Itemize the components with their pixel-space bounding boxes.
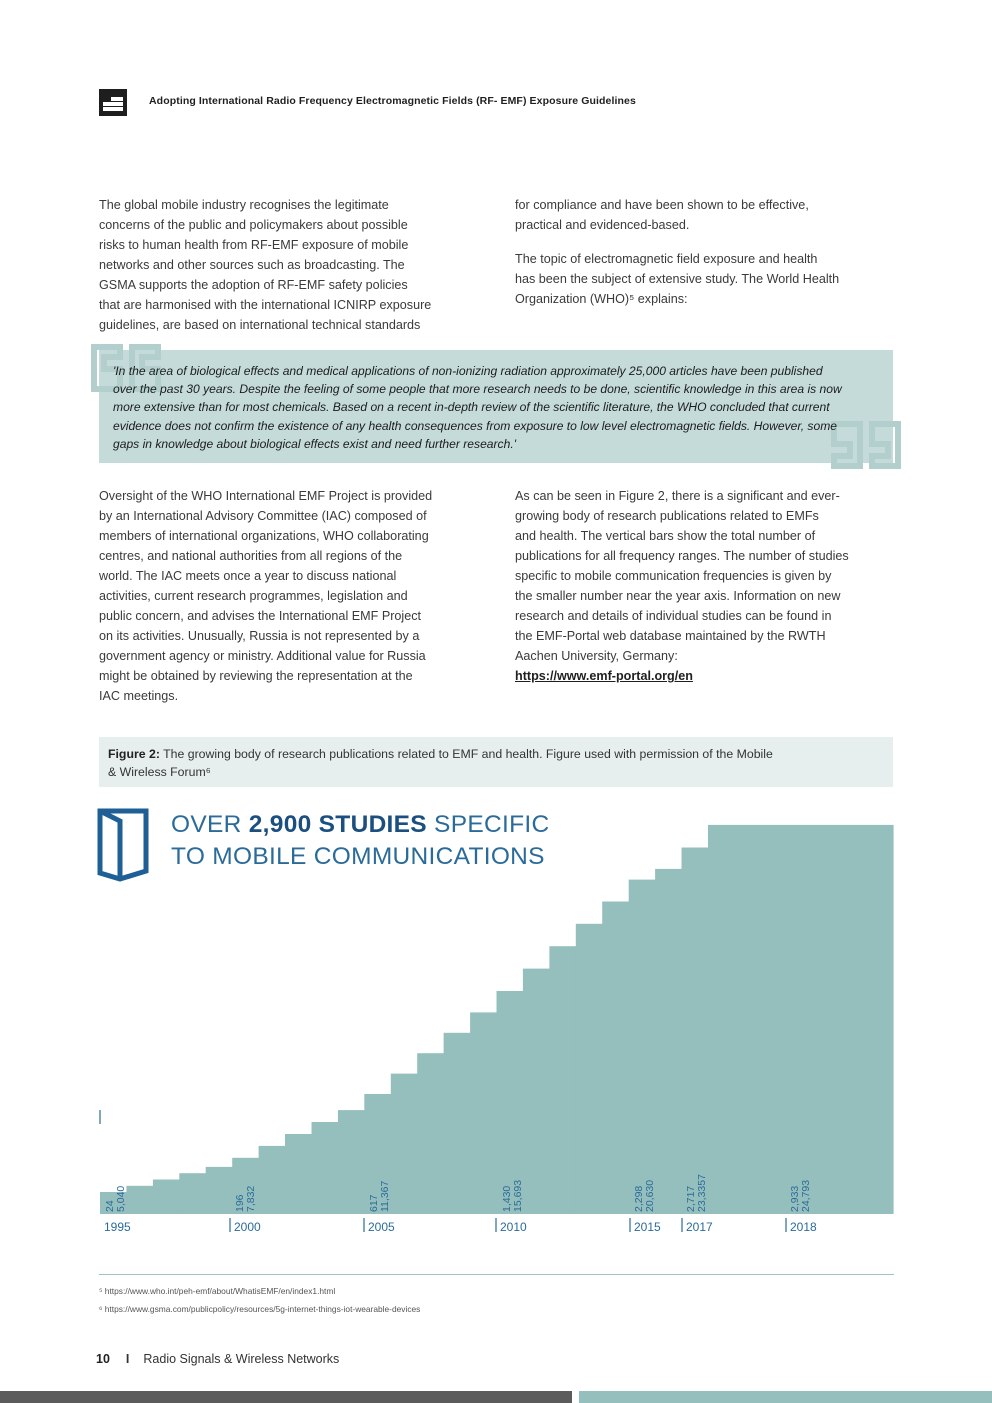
total-count-2010: 15,693 bbox=[512, 1179, 524, 1212]
compliance-paragraph bbox=[515, 195, 895, 235]
page-footer bbox=[96, 1352, 339, 1366]
mobile-count-2000: 196 bbox=[234, 1194, 246, 1212]
total-count-1995: 5,040 bbox=[115, 1185, 127, 1212]
logo-icon bbox=[99, 89, 127, 116]
tick-label-2018: 2018 bbox=[790, 1220, 817, 1234]
mobile-count-2010: 1,430 bbox=[501, 1185, 513, 1212]
intro-paragraph bbox=[99, 195, 482, 335]
bar-2004 bbox=[338, 1110, 365, 1214]
figure-caption-label: Figure 2: bbox=[108, 747, 160, 761]
gsma-logo bbox=[99, 89, 127, 116]
bar-2009 bbox=[470, 1012, 497, 1214]
emf-portal-link[interactable]: https://www.emf-portal.org/en bbox=[515, 669, 693, 683]
research-publications-chart bbox=[96, 800, 896, 1240]
mobile-count-2017: 2,717 bbox=[685, 1185, 697, 1212]
figure-intro-text: As can be seen in Figure 2, there is a significant and ever- growing body of research publications related to EMFs and health. The vertical bars show the total number of publications for all frequency ranges. The number of studies specific to mobile communication frequencies is given by the smaller number near the year axis. Information on new research and details of individual studies can be found in the EMF-Portal web database maintained by the RWTH Aachen University, Germany: https://www.emf-portal.org/en bbox=[515, 489, 849, 683]
who-quote: 'In the area of biological effects and medical applications of non-ionizing radiation approximately 25,000 articles have been published over the past 30 years. Despite the feeling of some people that more research needs to be done, scientific knowledge in this area is now more extensive than for most chemicals. Based on a recent in-depth review of the scientific literature, the WHO concluded that current evidence does not confirm the existence of any health consequences from exposure to low level electromagnetic fields. However, some gaps in knowledge about biological effects exist and need further research.' bbox=[113, 364, 842, 451]
footnote-divider bbox=[99, 1274, 894, 1275]
total-count-2015: 20,630 bbox=[644, 1179, 656, 1212]
bar-2003 bbox=[312, 1122, 339, 1214]
bar-2016 bbox=[655, 869, 682, 1214]
total-count-2017: 23,3357 bbox=[696, 1174, 708, 1212]
bar-1997 bbox=[153, 1180, 180, 1215]
publication-title: Radio Signals & Wireless Networks bbox=[143, 1352, 340, 1366]
tick-label-2010: 2010 bbox=[500, 1220, 527, 1234]
tick-label-2015: 2015 bbox=[634, 1220, 661, 1234]
total-count-2000: 7,832 bbox=[245, 1185, 257, 1212]
compliance-text: for compliance and have been shown to be effective, practical and evidenced-based. bbox=[515, 198, 809, 232]
intro-text: The global mobile industry recognises the legitimate concerns of the public and policymakers about possible risks to human health from RF-EMF exposure of mobile networks and other sources such as broadcasting. The GSMA supports the adoption of RF-EMF safety policies that are harmonised with the international ICNIRP exposure guidelines, are based on international technical standards bbox=[99, 198, 432, 332]
oversight-text: Oversight of the WHO International EMF Project is provided by an International Advisory Committee (IAC) composed of members of international organizations, WHO collaborating centres, and national authorities from all regions of the world. The IAC meets once a year to discuss national activities, current research programmes, legislation and public concern, and advises the International EMF Project on its activities. Unusually, Russia is not represented by a government agency or ministry. Additional value for Russia might be obtained by reviewing the representation at the IAC meetings. bbox=[99, 489, 433, 703]
footnote-5[interactable]: ⁵ https://www.who.int/peh-emf/about/WhatisEMF/en/index1.html bbox=[99, 1286, 336, 1296]
bar-2018 bbox=[708, 825, 894, 1214]
footer-separator: I bbox=[125, 1352, 130, 1366]
bar-2008 bbox=[444, 1033, 471, 1214]
bar-2002 bbox=[285, 1134, 312, 1214]
bar-2011 bbox=[523, 969, 550, 1214]
footer-bar-teal bbox=[579, 1391, 992, 1403]
header-title: Adopting International Radio Frequency Electromagnetic Fields (RF- EMF) Exposure Guidelines bbox=[149, 95, 636, 107]
chart-axis-ticks bbox=[104, 1218, 817, 1234]
total-count-2005: 11,367 bbox=[379, 1180, 391, 1212]
figure-caption: Figure 2: The growing body of research publications related to EMF and health. Figure used with permission of the Mobile & Wireless Forum⁶ bbox=[108, 747, 773, 779]
total-count-2018: 24,793 bbox=[800, 1179, 812, 1212]
who-text: The topic of electromagnetic field exposure and health has been the subject of extensive study. The World Health Organization (WHO)⁵ explains: bbox=[515, 252, 840, 306]
oversight-paragraph bbox=[99, 486, 482, 706]
bar-2015 bbox=[629, 880, 656, 1214]
page-number: 10 bbox=[96, 1352, 110, 1366]
mobile-count-2015: 2,298 bbox=[633, 1185, 645, 1212]
bar-2013 bbox=[576, 924, 603, 1214]
chart-title: OVER 2,900 STUDIES SPECIFIC TO MOBILE COMMUNICATIONS bbox=[171, 811, 550, 870]
chart-bars bbox=[100, 825, 894, 1214]
who-paragraph bbox=[515, 249, 895, 309]
bar-2012 bbox=[549, 946, 576, 1214]
bar-2014 bbox=[602, 902, 629, 1215]
bar-1999 bbox=[206, 1167, 233, 1214]
bar-2006 bbox=[391, 1074, 418, 1214]
bar-2001 bbox=[259, 1146, 286, 1214]
bar-1998 bbox=[179, 1173, 206, 1214]
figure-intro-paragraph bbox=[515, 486, 895, 686]
bar-2007 bbox=[417, 1053, 444, 1214]
tick-label-2000: 2000 bbox=[234, 1220, 261, 1234]
footnote-6[interactable]: ⁶ https://www.gsma.com/publicpolicy/resources/5g-internet-things-iot-wearable-devices bbox=[99, 1304, 421, 1314]
tick-label-2017: 2017 bbox=[686, 1220, 713, 1234]
mobile-count-2018: 2,933 bbox=[789, 1185, 801, 1212]
bar-1996 bbox=[126, 1186, 153, 1214]
tick-label-1995: 1995 bbox=[104, 1220, 131, 1234]
bar-2017 bbox=[682, 848, 709, 1215]
mobile-count-2005: 617 bbox=[368, 1194, 380, 1212]
mobile-count-1995: 24 bbox=[104, 1200, 116, 1212]
tick-label-2005: 2005 bbox=[368, 1220, 395, 1234]
footer-bar-dark bbox=[0, 1391, 572, 1403]
